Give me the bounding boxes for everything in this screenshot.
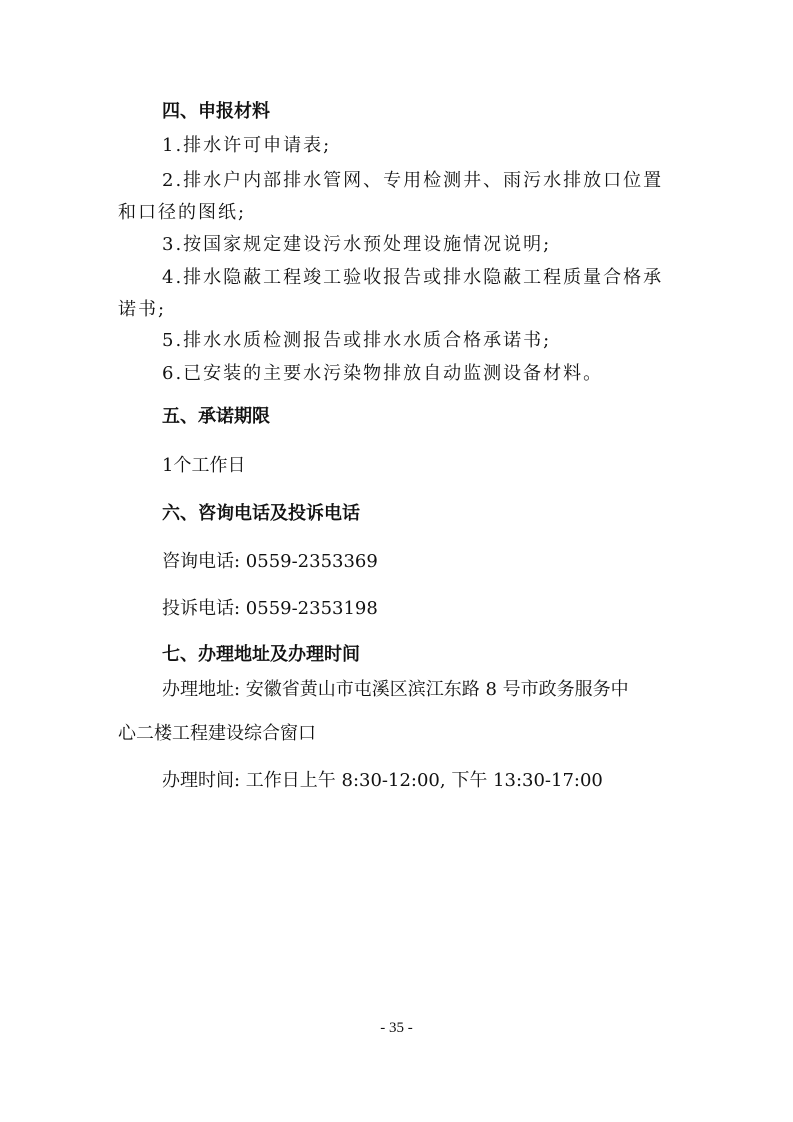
section-heading-address: 七、办理地址及办理时间 <box>162 644 360 665</box>
consult-phone: 咨询电话: 0559-2353369 <box>162 551 378 572</box>
office-hours: 办理时间: 工作日上午 8:30-12:00, 下午 13:30-17:00 <box>162 770 603 791</box>
section-heading-materials: 四、申报材料 <box>162 101 270 122</box>
materials-item-4-continued: 诺书; <box>118 299 167 320</box>
materials-item-2: 2.排水户内部排水管网、专用检测井、雨污水排放口位置 <box>162 170 664 191</box>
address-line-1: 办理地址: 安徽省黄山市屯溪区滨江东路 8 号市政务服务中 <box>162 679 629 700</box>
materials-item-1: 1.排水许可申请表; <box>162 135 332 156</box>
deadline-text: 1个工作日 <box>162 455 246 476</box>
section-heading-deadline: 五、承诺期限 <box>162 406 270 427</box>
materials-item-5: 5.排水水质检测报告或排水水质合格承诺书; <box>162 330 552 351</box>
materials-item-2-continued: 和口径的图纸; <box>118 202 247 223</box>
page-number: - 35 - <box>380 1020 413 1036</box>
address-line-2: 心二楼工程建设综合窗口 <box>118 723 316 744</box>
section-heading-contact: 六、咨询电话及投诉电话 <box>162 503 360 524</box>
materials-item-6: 6.已安装的主要水污染物排放自动监测设备材料。 <box>162 363 604 384</box>
materials-item-4: 4.排水隐蔽工程竣工验收报告或排水隐蔽工程质量合格承 <box>162 267 664 288</box>
complaint-phone: 投诉电话: 0559-2353198 <box>162 598 378 619</box>
materials-item-3: 3.按国家规定建设污水预处理设施情况说明; <box>162 234 552 255</box>
